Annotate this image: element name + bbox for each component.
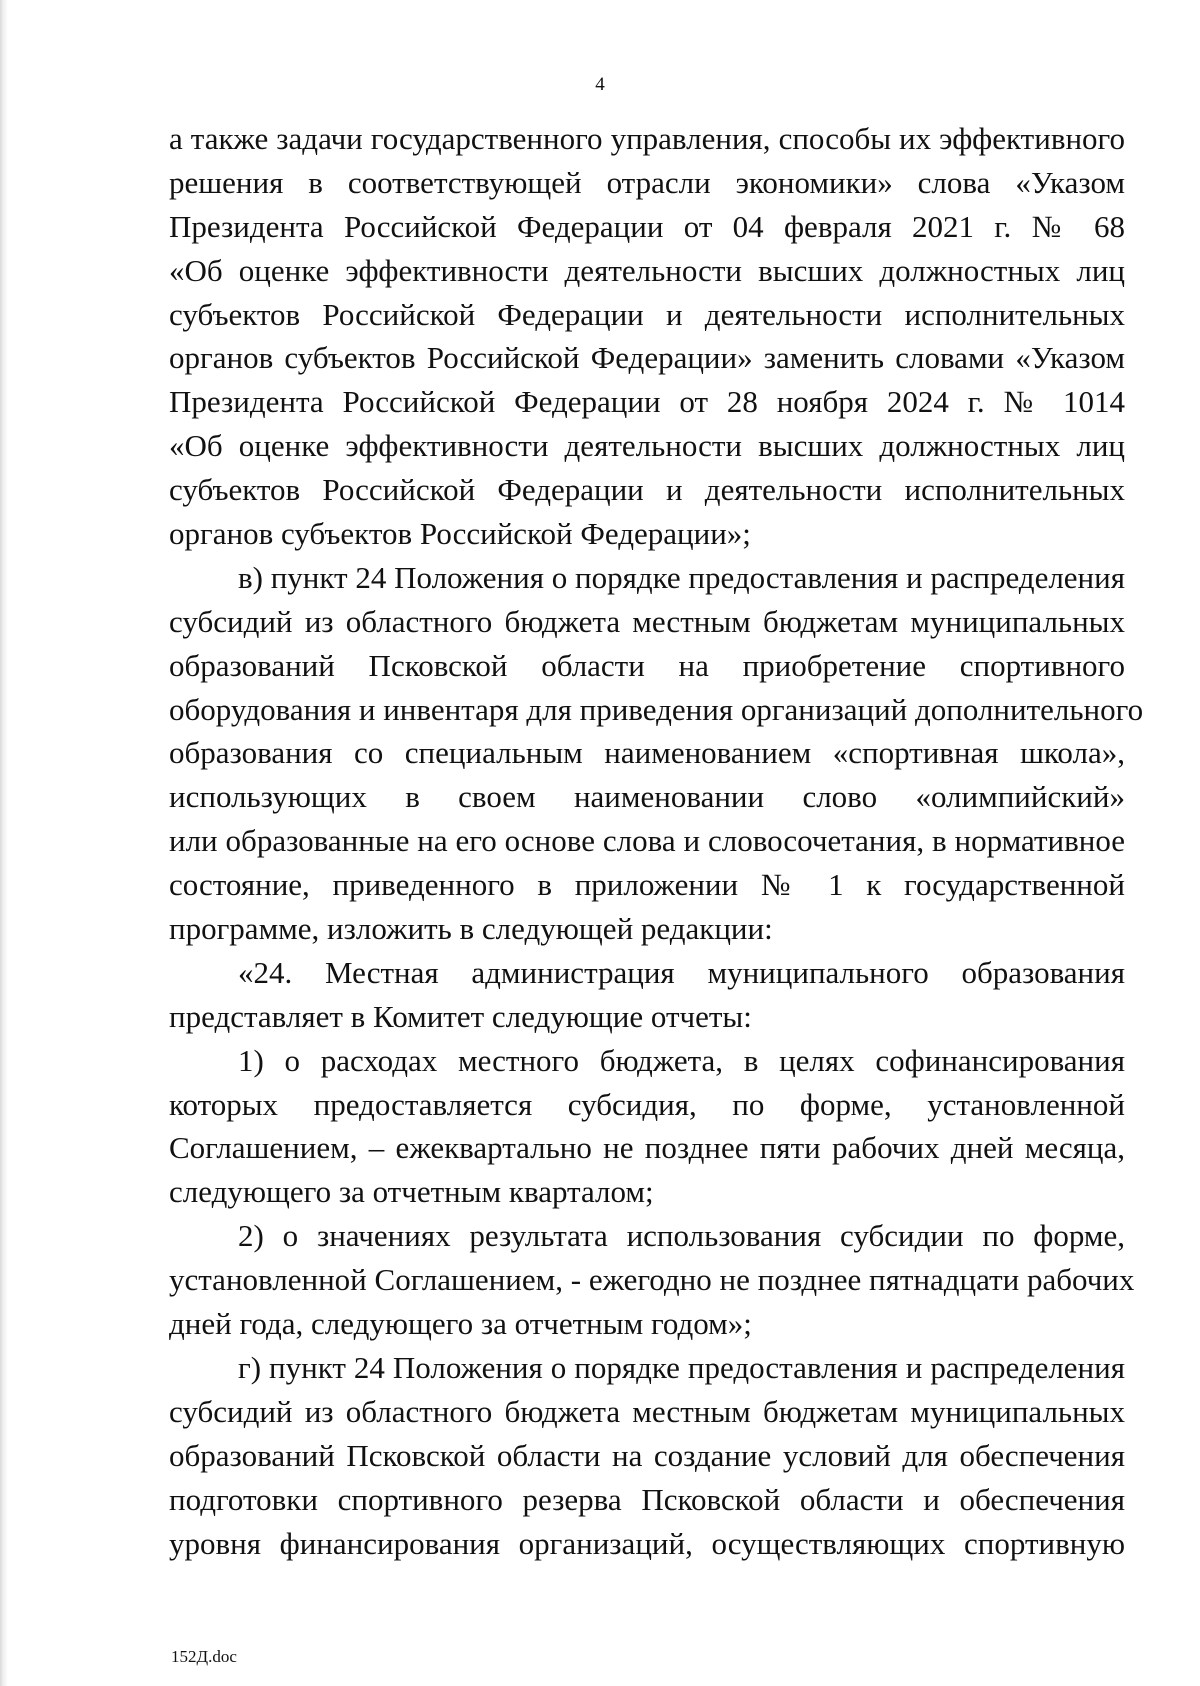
text-line: субсидий из областного бюджета местным бюджетам муниципальных [169,603,1125,639]
text-line: решения в соответствующей отрасли экономики» слова «Указом [169,164,1125,200]
text-line: в) пункт 24 Положения о порядке предоставления и распределения [238,559,1125,595]
text-line: оборудования и инвентаря для приведения организаций дополнительного [169,691,1144,727]
text-line: органов субъектов Российской Федерации»; [169,516,751,552]
text-line: или образованные на его основе слова и словосочетания, в нормативное [169,823,1125,859]
scan-edge [0,0,8,1686]
text-line: субъектов Российской Федерации и деятельности исполнительных [169,472,1125,508]
text-line: установленной Соглашением, - ежегодно не позднее пятнадцати рабочих [169,1262,1135,1298]
text-line: Президента Российской Федерации от 04 февраля 2021 г. № 68 [169,208,1125,244]
text-line: образований Псковской области на создание условий для обеспечения [169,1437,1125,1473]
text-line: 1) о расходах местного бюджета, в целях софинансирования [238,1042,1125,1078]
paragraph [169,117,1125,556]
paragraph [169,556,1144,951]
paragraph [169,951,1125,1039]
text-line: Президента Российской Федерации от 28 ноября 2024 г. № 1014 [169,384,1125,420]
text-line: г) пункт 24 Положения о порядке предоставления и распределения [238,1349,1125,1385]
text-line: которых предоставляется субсидия, по форме, установленной [169,1086,1125,1122]
text-line: «Об оценке эффективности деятельности высших должностных лиц [169,428,1125,464]
text-line: следующего за отчетным кварталом; [169,1174,654,1210]
text-line: «Об оценке эффективности деятельности высших должностных лиц [169,252,1125,288]
paragraph [169,1214,1135,1346]
text-line: дней года, следующего за отчетным годом»; [169,1306,752,1342]
text-line: уровня финансирования организаций, осуществляющих спортивную [169,1525,1125,1561]
document-body [169,117,1144,1565]
text-line: субсидий из областного бюджета местным бюджетам муниципальных [169,1393,1125,1429]
text-line: 2) о значениях результата использования субсидии по форме, [238,1218,1125,1254]
text-line: Соглашением, – ежеквартально не позднее пяти рабочих дней месяца, [169,1130,1125,1166]
text-line: субъектов Российской Федерации и деятельности исполнительных [169,296,1125,332]
text-line: использующих в своем наименовании слово «олимпийский» [169,779,1125,815]
text-line: «24. Местная администрация муниципального образования [238,954,1125,990]
paragraph [169,1346,1125,1565]
page-number: 4 [595,74,605,95]
text-line: состояние, приведенного в приложении № 1 к государственной [169,867,1125,903]
text-line: представляет в Комитет следующие отчеты: [169,998,752,1034]
text-line: а также задачи государственного управления, способы их эффективного [169,121,1125,156]
text-line: образований Псковской области на приобретение спортивного [169,647,1125,683]
paragraph [169,1039,1125,1215]
document-filename: 152Д.doc [171,1647,237,1666]
text-line: образования со специальным наименованием «спортивная школа», [169,735,1125,771]
text-line: подготовки спортивного резерва Псковской области и обеспечения [169,1481,1125,1517]
text-line: органов субъектов Российской Федерации» заменить словами «Указом [169,340,1125,376]
text-line: программе, изложить в следующей редакции: [169,911,773,947]
